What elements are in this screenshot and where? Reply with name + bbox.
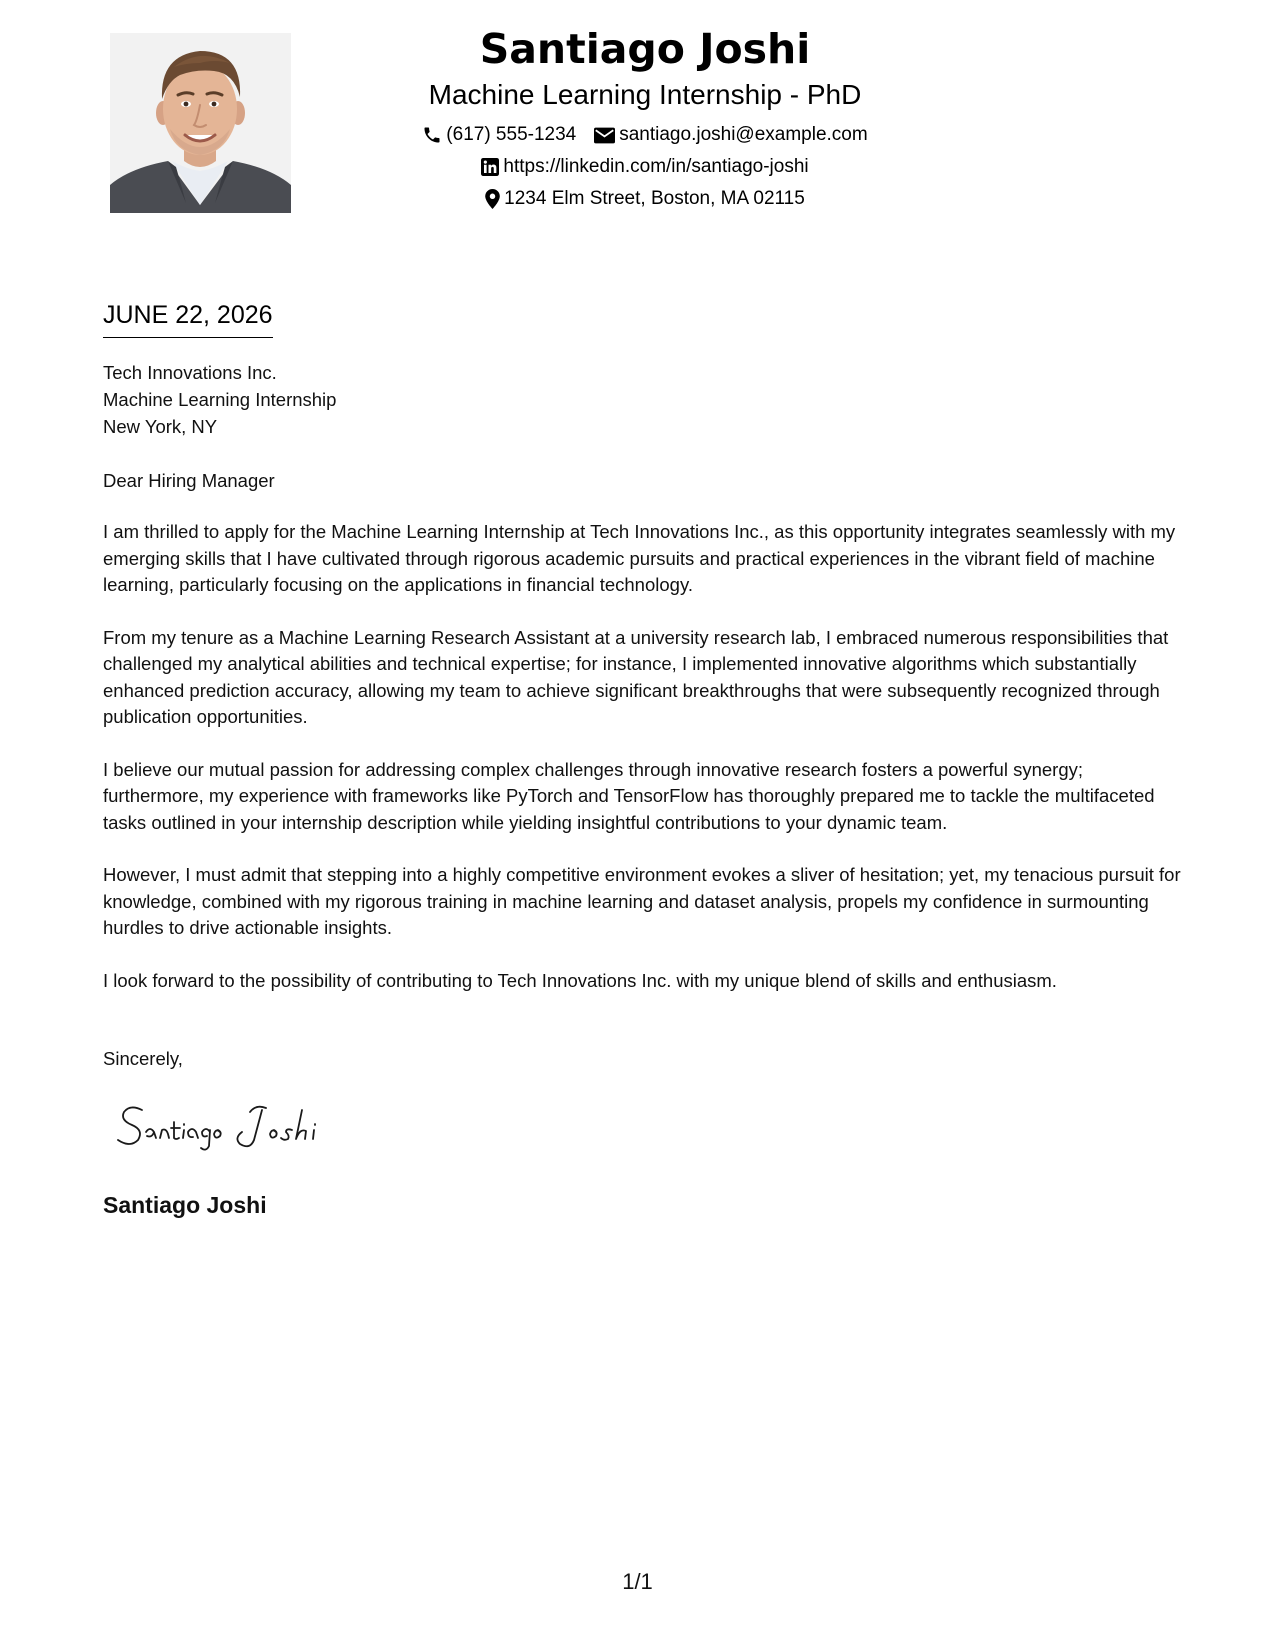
address-contact [485, 183, 805, 215]
phone-text: (617) 555-1234 [446, 124, 577, 145]
signer-name: Santiago Joshi [103, 1192, 267, 1218]
phone-contact [422, 119, 576, 151]
contact-row-1 [300, 119, 990, 151]
body-paragraph: From my tenure as a Machine Learning Research Assistant at a university research lab, I embraced numerous responsibilities that challenged my analytical abilities and technical expertise; for instance, I implemented innovative algorithms which substantially enhanced prediction accuracy, allowing my team to achieve significant breakthroughs that were subsequently recognized through publication opportunities. [103, 626, 1169, 727]
recipient-position: Machine Learning Internship [103, 389, 337, 410]
header [300, 20, 990, 215]
recipient-block [103, 359, 336, 440]
salutation: Dear Hiring Manager [103, 470, 275, 491]
body-paragraph: I look forward to the possibility of contributing to Tech Innovations Inc. with my unique blend of skills and enthusiasm. [103, 969, 1057, 991]
recipient-company: Tech Innovations Inc. [103, 362, 277, 383]
applicant-name: Santiago Joshi [479, 25, 811, 73]
body-paragraph: However, I must admit that stepping into a highly competitive environment evokes a sliver of hesitation; yet, my tenacious pursuit for knowledge, combined with my rigorous training in machine learning and dataset analysis, propels my confidence in surmounting hurdles to drive actionable insights. [103, 864, 1181, 938]
body-paragraph: I am thrilled to apply for the Machine Learning Internship at Tech Innovations Inc., as this opportunity integrates seamlessly with my emerging skills that I have cultivated through rigorous academic pursuits and practical experiences in the vibrant field of machine learning, particularly focusing on the applications in financial technology. [103, 521, 1176, 595]
contact-row-2 [300, 151, 990, 183]
letter-body [103, 519, 1183, 1020]
letter-date: JUNE 22, 2026 [103, 299, 273, 338]
map-marker-icon [485, 189, 500, 209]
linkedin-icon [481, 158, 499, 176]
handwritten-signature [116, 1098, 366, 1154]
body-paragraph: I believe our mutual passion for addressing complex challenges through innovative research fosters a powerful synergy; furthermore, my experience with frameworks like PyTorch and TensorFlow has thoroughly prepared me to tackle the multifaceted tasks outlined in your internship description while yielding insightful contributions to your dynamic team. [103, 758, 1155, 833]
email-contact[interactable] [594, 119, 867, 151]
contact-row-3 [300, 183, 990, 215]
phone-icon [422, 125, 442, 145]
address-text: 1234 Elm Street, Boston, MA 02115 [504, 188, 805, 209]
closing: Sincerely, [103, 1048, 183, 1069]
profile-photo [110, 33, 291, 213]
linkedin-contact[interactable] [481, 151, 808, 183]
recipient-location: New York, NY [103, 416, 218, 437]
envelope-icon [594, 127, 615, 144]
applicant-role: Machine Learning Internship - PhD [428, 79, 862, 110]
linkedin-text[interactable]: https://linkedin.com/in/santiago-joshi [503, 156, 809, 177]
page-number: 1/1 [622, 1569, 653, 1594]
email-text[interactable]: santiago.joshi@example.com [619, 124, 868, 145]
